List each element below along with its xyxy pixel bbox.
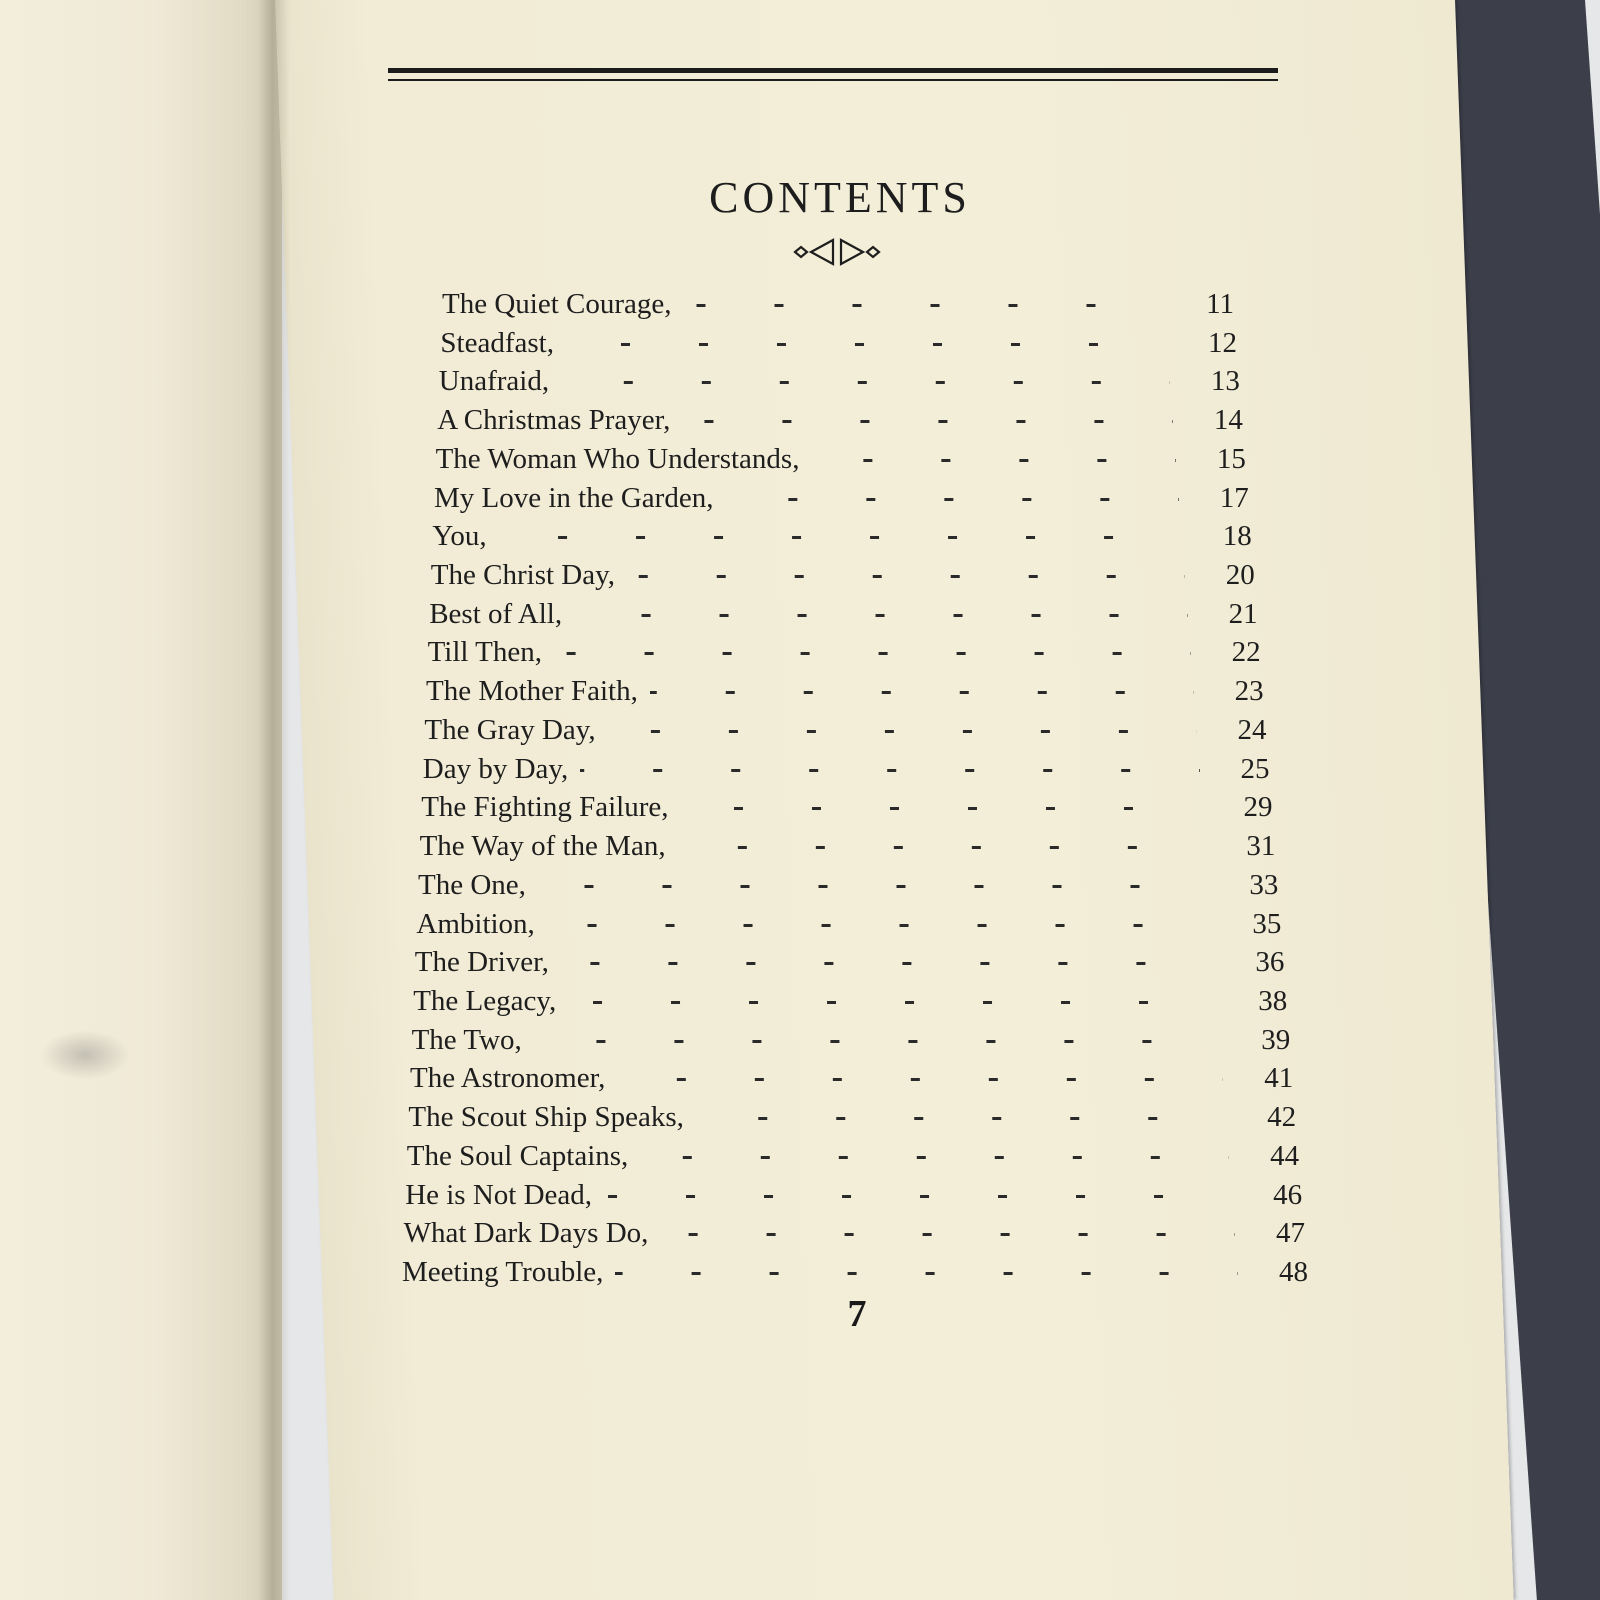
toc-entry-page-number: 21	[1228, 597, 1258, 630]
toc-entry	[431, 555, 1255, 595]
toc-dot-leader	[660, 1213, 1235, 1253]
toc-entry	[412, 1020, 1291, 1060]
toc-dot-leader	[554, 632, 1191, 672]
toc-entry-title: The Driver,	[414, 946, 549, 979]
toc-entry	[418, 865, 1278, 905]
toc-entry	[407, 1136, 1299, 1176]
toc-dot-leader	[725, 478, 1178, 518]
toc-entry-title: The Legacy,	[413, 984, 557, 1017]
toc-entry-title: The Christ Day,	[430, 559, 615, 592]
toc-entry-title: A Christmas Prayer,	[437, 404, 671, 437]
toc-entry	[408, 1097, 1296, 1137]
toc-entry-page-number: 39	[1261, 1023, 1291, 1056]
toc-dot-leader	[538, 865, 1208, 905]
toc-entry-page-number: 36	[1255, 946, 1285, 979]
toc-entry-title: The Mother Faith,	[426, 675, 638, 708]
toc-entry	[421, 787, 1272, 827]
toc-entry	[429, 594, 1257, 634]
toc-entry-title: The Two,	[411, 1023, 522, 1056]
toc-entry	[434, 478, 1249, 518]
toc-entry-page-number: 13	[1210, 365, 1240, 398]
toc-dot-leader	[574, 594, 1188, 634]
toc-entry-page-number: 18	[1222, 520, 1252, 553]
toc-entry-title: Unafraid,	[438, 365, 550, 398]
toc-entry-page-number: 48	[1279, 1256, 1308, 1288]
toc-dot-leader	[534, 1020, 1220, 1060]
toc-entry-page-number: 46	[1273, 1178, 1303, 1211]
toc-entry-page-number: 20	[1225, 559, 1255, 592]
toc-entry	[416, 904, 1281, 944]
toc-dot-leader	[566, 323, 1167, 363]
toc-entry	[424, 710, 1266, 750]
toc-entry	[423, 749, 1270, 789]
toc-entry-page-number: 15	[1216, 442, 1246, 475]
toc-dot-leader	[650, 671, 1194, 711]
toc-entry-title: Till Then,	[427, 636, 543, 669]
toc-dot-leader	[696, 1097, 1226, 1137]
toc-entry	[437, 400, 1243, 440]
toc-dot-leader	[811, 439, 1175, 479]
toc-entry-page-number: 23	[1234, 675, 1264, 708]
toc-entry-title: Meeting Trouble,	[402, 1256, 604, 1288]
toc-entry-title: The Scout Ship Speaks,	[408, 1101, 684, 1134]
toc-entry-title: The Astronomer,	[410, 1062, 606, 1095]
toc-entry-title: The Fighting Failure,	[421, 791, 669, 824]
toc-dot-leader	[561, 361, 1170, 401]
toc-dot-leader	[627, 555, 1185, 595]
page-number: 7	[847, 1293, 867, 1335]
toc-dot-leader	[617, 1058, 1223, 1098]
toc-entry-title: He is Not Dead,	[405, 1178, 593, 1211]
toc-entry	[405, 1175, 1302, 1215]
toc-entry-page-number: 14	[1213, 404, 1243, 437]
toc-entry-page-number: 38	[1258, 984, 1288, 1017]
toc-entry-page-number: 47	[1276, 1217, 1306, 1250]
toc-entry-page-number: 25	[1240, 752, 1270, 785]
toc-entry-title: Best of All,	[429, 597, 563, 630]
toc-entry	[428, 632, 1261, 672]
toc-entry-page-number: 29	[1243, 791, 1273, 824]
toc-entry-title: You,	[432, 520, 487, 553]
toc-entry-title: What Dark Days Do,	[403, 1217, 649, 1250]
toc-entry	[436, 439, 1246, 479]
toc-entry	[404, 1213, 1305, 1253]
toc-entry-title: My Love in the Garden,	[434, 481, 714, 514]
toc-dot-leader	[604, 1175, 1232, 1215]
toc-entry	[410, 1058, 1293, 1098]
toc-entry	[415, 942, 1285, 982]
toc-entry-title: Steadfast,	[440, 326, 554, 359]
toc-dot-leader	[608, 710, 1197, 750]
toc-entry-page-number: 31	[1246, 830, 1276, 863]
toc-entry-title: Day by Day,	[422, 752, 569, 785]
toc-dot-leader	[547, 904, 1212, 944]
toc-entry-page-number: 11	[1206, 288, 1234, 320]
toc-entry	[440, 323, 1237, 363]
toc-dot-leader	[561, 942, 1214, 982]
toc-entry-page-number: 17	[1219, 481, 1249, 514]
toc-entry	[413, 981, 1287, 1021]
toc-dot-leader	[640, 1136, 1229, 1176]
toc-dot-leader	[680, 787, 1202, 827]
toc-dot-leader	[678, 826, 1206, 866]
toc-entry-title: The Gray Day,	[424, 713, 596, 746]
toc-entry-title: Ambition,	[416, 907, 535, 940]
toc-entry-title: The One,	[418, 868, 526, 901]
toc-entry	[439, 361, 1240, 401]
toc-entry-title: The Quiet Courage,	[442, 288, 672, 320]
toc-entry	[402, 1252, 1308, 1292]
toc-dot-leader	[499, 516, 1182, 556]
toc-entry-title: The Woman Who Understands,	[435, 442, 800, 475]
toc-dot-leader	[684, 284, 1164, 324]
toc-entry	[420, 826, 1276, 866]
toc-entry-page-number: 42	[1267, 1101, 1297, 1134]
contents-title: CONTENTS	[709, 173, 971, 222]
toc-entry-page-number: 41	[1264, 1062, 1294, 1095]
toc-entry-page-number: 22	[1231, 636, 1261, 669]
toc-entry-page-number: 44	[1270, 1139, 1300, 1172]
toc-entry-title: The Soul Captains,	[406, 1139, 629, 1172]
toc-entry	[432, 516, 1251, 556]
toc-dot-leader	[568, 981, 1217, 1021]
toc-entry	[442, 284, 1234, 324]
toc-dot-leader	[615, 1252, 1238, 1292]
toc-entry	[426, 671, 1264, 711]
toc-entry-title: The Way of the Man,	[419, 830, 666, 863]
toc-dot-leader	[580, 749, 1199, 789]
toc-dot-leader	[682, 400, 1172, 440]
toc-entry-page-number: 35	[1252, 907, 1282, 940]
toc-entry-page-number: 33	[1249, 868, 1279, 901]
toc-entry-page-number: 12	[1207, 326, 1237, 359]
toc-entry-page-number: 24	[1237, 713, 1267, 746]
